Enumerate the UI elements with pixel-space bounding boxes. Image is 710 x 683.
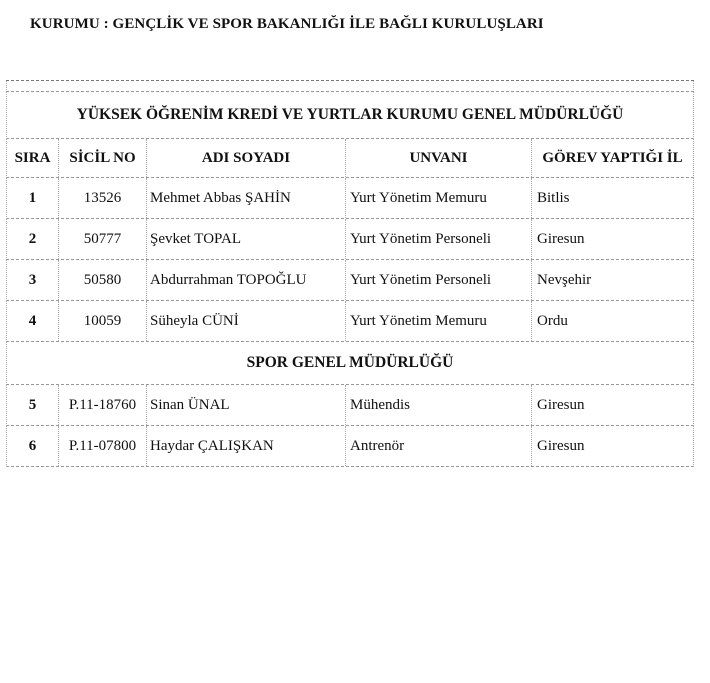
column-header-unvani: UNVANI	[346, 139, 532, 177]
cell-adi-soyadi: Süheyla CÜNİ	[147, 301, 346, 341]
section-title-ykyk: YÜKSEK ÖĞRENİM KREDİ VE YURTLAR KURUMU GENEL MÜDÜRLÜĞÜ	[6, 92, 694, 139]
cell-sira: 2	[7, 219, 59, 259]
cell-adi-soyadi: Sinan ÜNAL	[147, 385, 346, 425]
cell-sicil-no: 50580	[59, 260, 147, 300]
table-top-spacer	[6, 81, 694, 92]
cell-unvani: Yurt Yönetim Memuru	[346, 301, 532, 341]
cell-sicil-no: 50777	[59, 219, 147, 259]
cell-adi-soyadi: Abdurrahman TOPOĞLU	[147, 260, 346, 300]
table-row	[6, 260, 694, 301]
cell-sira: 6	[7, 426, 59, 466]
page-title: KURUMU : GENÇLİK VE SPOR BAKANLIĞI İLE BAĞLI KURULUŞLARI	[30, 16, 544, 32]
cell-sira: 4	[7, 301, 59, 341]
cell-sira: 5	[7, 385, 59, 425]
personnel-table	[6, 80, 694, 467]
table-row	[6, 301, 694, 342]
cell-sira: 3	[7, 260, 59, 300]
table-row	[6, 385, 694, 426]
cell-adi-soyadi: Haydar ÇALIŞKAN	[147, 426, 346, 466]
cell-unvani: Antrenör	[346, 426, 532, 466]
cell-gorev-il: Giresun	[537, 396, 585, 413]
table-row	[6, 426, 694, 467]
cell-sira: 1	[7, 178, 59, 218]
cell-sicil-no: P.11-18760	[59, 385, 147, 425]
column-header-adi-soyadi: ADI SOYADI	[147, 139, 346, 177]
table-row	[6, 219, 694, 260]
cell-adi-soyadi: Şevket TOPAL	[147, 219, 346, 259]
cell-gorev-il: Giresun	[537, 230, 585, 247]
cell-sicil-no: 10059	[59, 301, 147, 341]
cell-unvani: Yurt Yönetim Personeli	[346, 219, 532, 259]
table-row	[6, 178, 694, 219]
cell-gorev-il: Ordu	[537, 312, 568, 329]
cell-adi-soyadi: Mehmet Abbas ŞAHİN	[147, 178, 346, 218]
table-header-row	[6, 139, 694, 178]
cell-unvani: Yurt Yönetim Personeli	[346, 260, 532, 300]
column-header-sira: SIRA	[7, 139, 59, 177]
cell-sicil-no: 13526	[59, 178, 147, 218]
cell-gorev-il: Nevşehir	[537, 271, 592, 288]
cell-unvani: Yurt Yönetim Memuru	[346, 178, 532, 218]
section-title-spor: SPOR GENEL MÜDÜRLÜĞÜ	[6, 342, 694, 385]
column-header-sicil-no: SİCİL NO	[59, 139, 147, 177]
cell-sicil-no: P.11-07800	[59, 426, 147, 466]
column-header-gorev-il: GÖREV YAPTIĞI İL	[542, 149, 683, 166]
cell-gorev-il: Giresun	[537, 437, 585, 454]
cell-unvani: Mühendis	[346, 385, 532, 425]
cell-gorev-il: Bitlis	[537, 189, 570, 206]
